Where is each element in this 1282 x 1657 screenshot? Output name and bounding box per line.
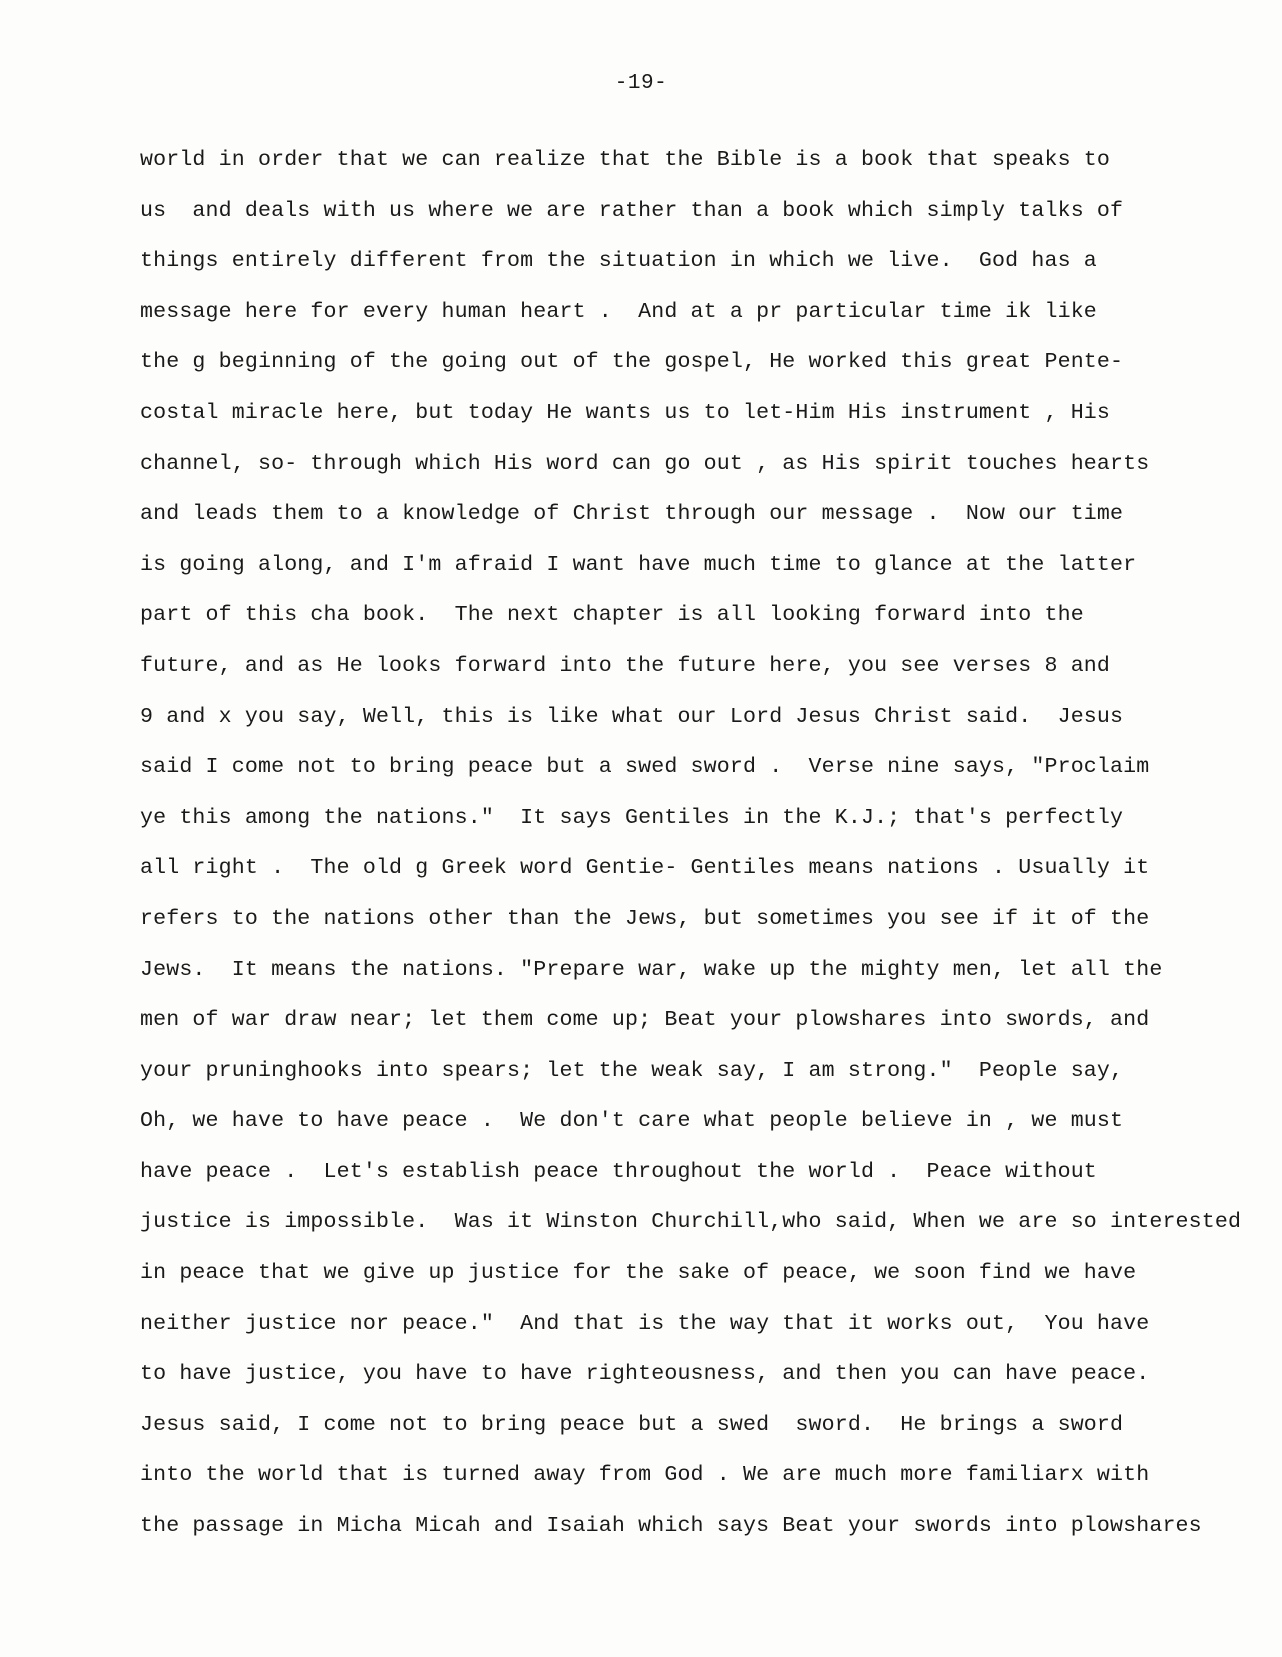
text-line: your pruninghooks into spears; let the weak say, I am strong." People say, xyxy=(140,1058,1124,1083)
text-line: world in order that we can realize that the Bible is a book that speaks to xyxy=(140,148,1111,172)
text-line: and leads them to a knowledge of Christ through our message . Now our time xyxy=(140,502,1124,527)
text-line: the passage in Micha Micah and Isaiah which says Beat your swords into plowshares xyxy=(140,1514,1202,1539)
page-number: -19- xyxy=(614,72,668,95)
text-line: justice is impossible. Was it Winston Churchill,who said, When we are so interested xyxy=(140,1210,1242,1235)
text-line: neither justice nor peace." And that is the way that it works out, You have xyxy=(140,1311,1150,1336)
text-line: in peace that we give up justice for the sake of peace, we soon find we have xyxy=(140,1261,1137,1286)
body-text xyxy=(140,145,1240,1562)
text-line: have peace . Let's establish peace throughout the world . Peace without xyxy=(140,1159,1097,1184)
text-line: Oh, we have to have peace . We don't care what people believe in , we must xyxy=(140,1109,1124,1134)
text-line: costal miracle here, but today He wants us to let-Him His instrument , His xyxy=(140,400,1111,425)
text-line: message here for every human heart . And at a pr particular time ik like xyxy=(140,299,1097,324)
text-line: the g beginning of the going out of the gospel, He worked this great Pente- xyxy=(140,350,1124,375)
text-line: men of war draw near; let them come up; Beat your plowshares into swords, and xyxy=(140,1008,1150,1033)
text-line: said I come not to bring peace but a swed sword . Verse nine says, "Proclaim xyxy=(140,755,1150,780)
text-line: channel, so- through which His word can go out , as His spirit touches hearts xyxy=(140,451,1150,476)
text-line: to have justice, you have to have righteousness, and then you can have peace. xyxy=(140,1362,1150,1387)
text-line: into the world that is turned away from God . We are much more familiarx with xyxy=(140,1463,1150,1488)
text-line: Jesus said, I come not to bring peace but a swed sword. He brings a sword xyxy=(140,1412,1124,1437)
text-line: all right . The old g Greek word Gentie- Gentiles means nations . Usually it xyxy=(140,856,1150,881)
text-line: things entirely different from the situation in which we live. God has a xyxy=(140,249,1097,274)
text-line: part of this cha book. The next chapter is all looking forward into the xyxy=(140,603,1084,628)
text-line: 9 and x you say, Well, this is like what our Lord Jesus Christ said. Jesus xyxy=(140,704,1124,729)
text-line: future, and as He looks forward into the future here, you see verses 8 and xyxy=(140,653,1111,678)
text-line: refers to the nations other than the Jews, but sometimes you see if it of the xyxy=(140,906,1150,931)
text-line: Jews. It means the nations. "Prepare war, wake up the mighty men, let all the xyxy=(140,957,1163,982)
text-line: is going along, and I'm afraid I want have much time to glance at the latter xyxy=(140,552,1137,577)
text-line: us and deals with us where we are rather than a book which simply talks of xyxy=(140,198,1124,223)
text-line: ye this among the nations." It says Gentiles in the K.J.; that's perfectly xyxy=(140,805,1124,830)
